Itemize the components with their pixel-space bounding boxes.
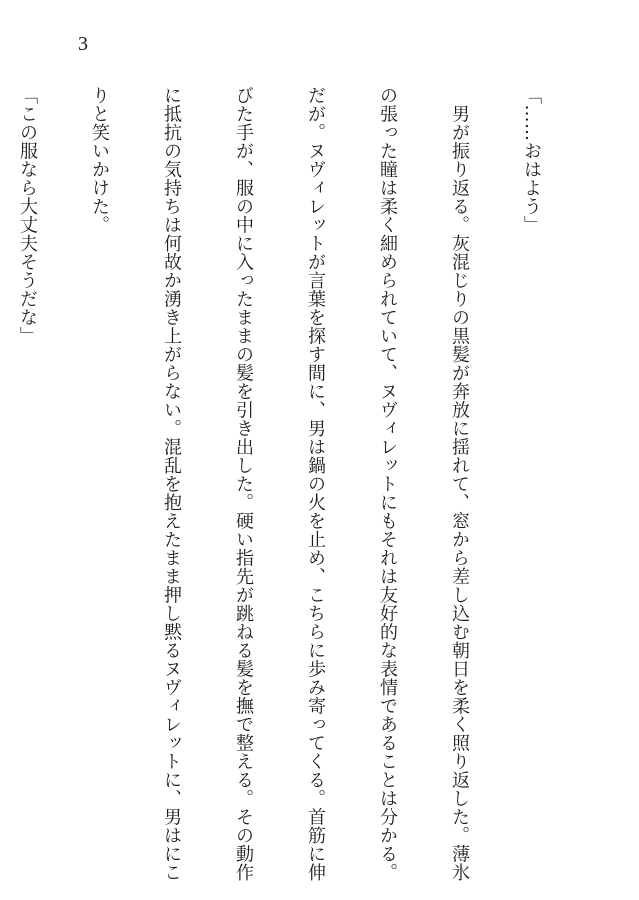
text-column: 「この服なら大丈夫そうだな」 <box>17 86 38 345</box>
text-column: だが。ヌヴィレットが言葉を探す間に、男は鍋の火を止め、こちらに歩み寄ってくる。首筋に伸 <box>305 86 326 882</box>
text-column: 男が振り返る。灰混じりの黒髪が奔放に揺れて、窓から差し込む朝日を柔く照り返した。薄氷 <box>449 86 470 882</box>
text-column: びた手が、服の中に入ったままの髪を引き出した。硬い指先が跳ねる髪を撫で整える。その動作 <box>233 86 254 882</box>
vertical-text-body <box>0 86 591 882</box>
text-column: の張った瞳は柔く細められていて、ヌヴィレットにもそれは友好的な表情であることは分かる。 <box>377 86 398 882</box>
page-number: 3 <box>78 33 88 55</box>
text-column: りと笑いかけた。 <box>89 86 110 234</box>
text-column: 「……おはよう」 <box>521 86 542 234</box>
text-column: に抵抗の気持ちは何故か湧き上がらない。混乱を抱えたまま押し黙るヌヴィレットに、男はにこ <box>161 86 182 882</box>
